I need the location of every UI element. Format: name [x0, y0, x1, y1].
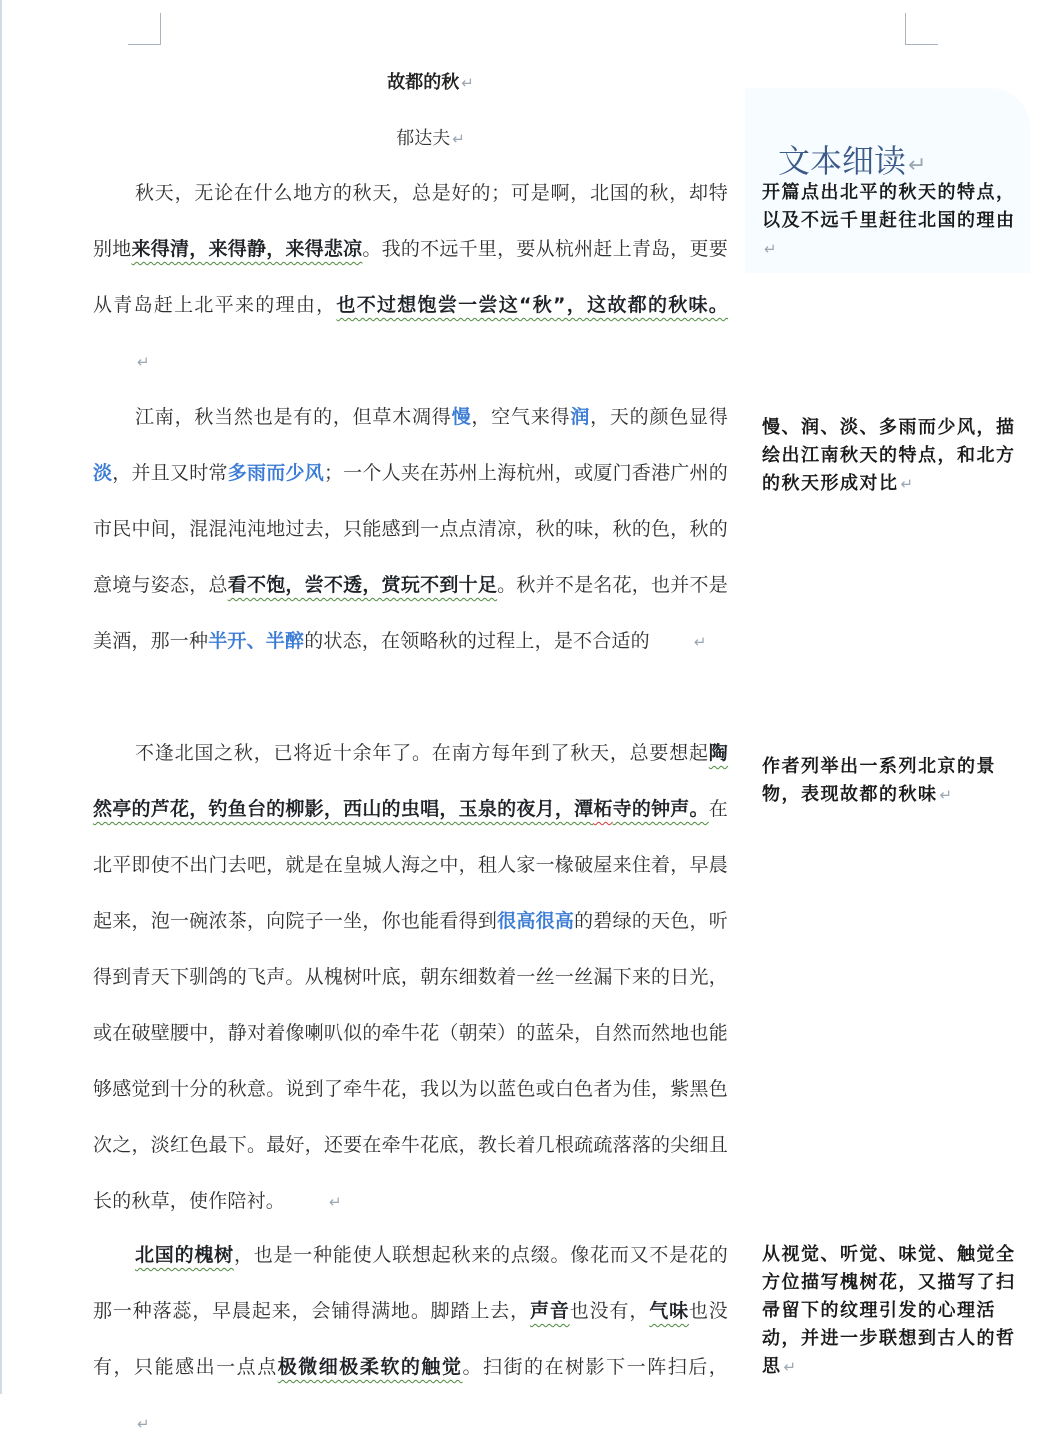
- emphasized-text: 极微细极柔软的触觉: [277, 1356, 463, 1378]
- margin-corner-top-right: [905, 13, 938, 45]
- paragraph-mark-icon: ↵: [461, 74, 474, 92]
- annotation-note-4[interactable]: 从视觉、听觉、味觉、触觉全方位描写槐树花，又描写了扫帚留下的纹理引发的心理活动，并进一步联想到古人的哲思 ↵: [762, 1241, 1017, 1381]
- text-run: 在北平即使不出门去吧，就是在皇城人海之中，租人家一椽破屋来住着，早晨起来，泡一碗浓茶，向院子一坐，你也能看得到: [93, 798, 728, 932]
- paragraph-mark-icon: ↵: [939, 786, 954, 804]
- text-run: ，空气来得: [471, 406, 571, 428]
- annotation-title: 文本细读↵: [778, 142, 927, 180]
- highlighted-text: 多雨而少风: [227, 462, 324, 484]
- paragraph-mark-icon: ↵: [452, 130, 465, 148]
- paragraph-mark-icon: ↵: [908, 153, 927, 178]
- annotation-note-1[interactable]: 开篇点出北平的秋天的特点，以及不远千里赶往北国的理由↵: [762, 179, 1017, 263]
- paragraph-mark-icon: ↵: [783, 1358, 798, 1376]
- paragraph-mark-icon: ↵: [329, 1193, 342, 1211]
- emphasized-text: 柘: [593, 798, 613, 820]
- highlighted-text: 很高很高: [497, 910, 575, 932]
- text-run: 也没有，只能感出一点点: [93, 1300, 729, 1378]
- text-run: 江南，秋当然也是有的，但草木凋得: [135, 406, 452, 428]
- emphasized-text: 看不饱，尝不透，赏玩不到十足: [227, 574, 498, 596]
- document-title: 故都的秋 ↵: [387, 72, 474, 93]
- paragraph-mark-icon: ↵: [900, 475, 915, 493]
- paragraph-mark-icon: ↵: [693, 633, 707, 651]
- paragraph-mark-icon: ↵: [764, 240, 779, 258]
- highlighted-text: 淡: [93, 462, 113, 484]
- emphasized-text: 气味: [649, 1300, 689, 1322]
- text-run: 秋天，无论在什么地方的秋天，总是好的；可是啊，北国的秋，却特别地: [93, 182, 728, 260]
- paragraph-1[interactable]: [93, 165, 728, 390]
- paragraph-2[interactable]: [93, 389, 728, 670]
- text-run: ，也是一种能使人联想起秋来的点缀。像花而又不是花的那一种落蕊，早晨起来，会铺得满地。脚踏上去，: [93, 1244, 728, 1322]
- emphasized-text: 北国的槐树: [135, 1244, 234, 1266]
- text-run: 。秋并不是名花，也并不是美酒，那一种: [93, 574, 728, 652]
- emphasized-text: 寺的钟声。: [612, 798, 709, 820]
- highlighted-text: 润: [570, 406, 591, 428]
- document-author: 郁达夫 ↵: [396, 128, 465, 149]
- text-run: ，并且又时常: [112, 462, 228, 484]
- text-run: 也没有，: [569, 1300, 650, 1322]
- paragraph-mark-icon: ↵: [137, 1415, 150, 1433]
- text-run: ；一个人夹在苏州上海杭州，或厦门香港广州的市民中间，混混沌沌地过去，只能感到一点点清凉，秋的味，秋的色，秋的意境与姿态，总: [93, 462, 728, 596]
- text-run: 的状态，在领略秋的过程上，是不合适的: [304, 630, 650, 652]
- highlighted-text: 半开、半醉: [208, 630, 305, 652]
- paragraph-mark-icon: ↵: [137, 353, 150, 371]
- annotation-note-3[interactable]: 作者列举出一系列北京的景物，表现故都的秋味 ↵: [762, 753, 1017, 809]
- text-run: 。扫街的在树影下一阵扫后，: [462, 1356, 728, 1378]
- paragraph-3[interactable]: [93, 725, 728, 1230]
- emphasized-text: 陶然亭的芦花，钓鱼台的柳影，西山的虫唱，玉泉的夜月，潭: [93, 742, 728, 820]
- text-run: 不逢北国之秋，已将近十余年了。在南方每年到了秋天，总要想起: [135, 742, 709, 764]
- emphasized-text: 声音: [530, 1300, 570, 1322]
- annotation-note-2[interactable]: 慢、润、淡、多雨而少风，描绘出江南秋天的特点，和北方的秋天形成对比 ↵: [762, 414, 1017, 498]
- highlighted-text: 慢: [451, 406, 472, 428]
- text-run: 。我的不远千里，要从杭州赶上青岛，更要从青岛赶上北平来的理由，: [93, 238, 728, 316]
- text-run: ，天的颜色显得: [590, 406, 729, 428]
- page-left-edge: [0, 0, 2, 1394]
- paragraph-4[interactable]: [93, 1227, 728, 1452]
- text-run: 的碧绿的天色，听得到青天下驯鸽的飞声。从槐树叶底，朝东细数着一丝一丝漏下来的日光，或在破壁腰中，静对着像喇叭似的牵牛花（朝荣）的蓝朵，自然而然地也能够感觉到十分的秋意。说到了牵牛花，我以为以蓝色或白色者为佳，紫黑色次之，淡红色最下。最好，还要在牵牛花底，教长着几根疏疏落落的尖细且长的秋草，使作陪衬。: [93, 910, 728, 1212]
- emphasized-text: 来得清，来得静，来得悲凉: [131, 238, 363, 260]
- margin-corner-top-left: [128, 13, 161, 45]
- emphasized-text: 也不过想饱尝一尝这“秋”，这故都的秋味。: [336, 294, 728, 316]
